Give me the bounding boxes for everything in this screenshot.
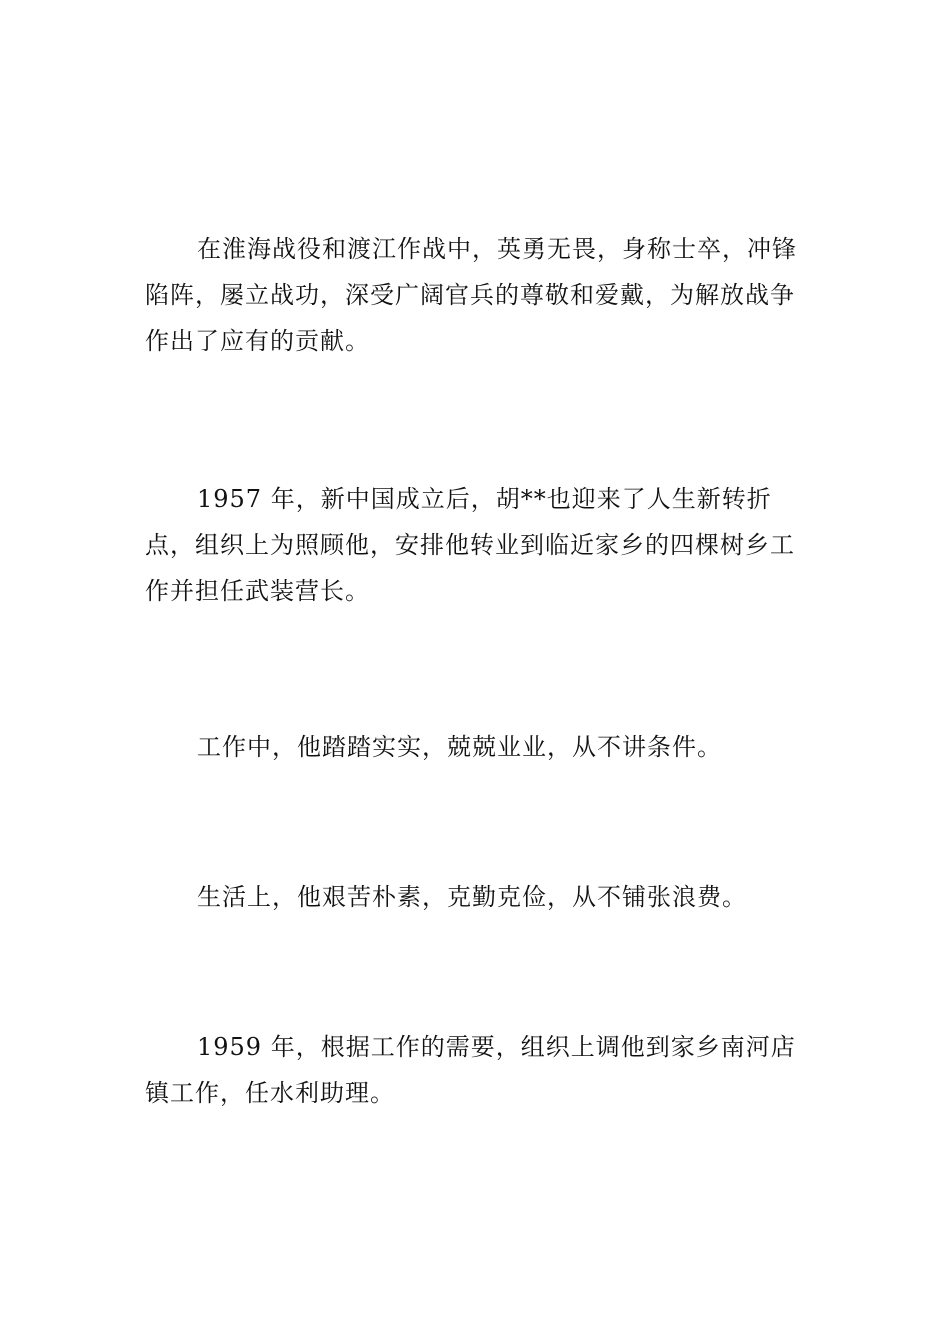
paragraph-5: 1959 年，根据工作的需要，组织上调他到家乡南河店镇工作，任水利助理。 [145,1033,796,1107]
paragraph-4: 生活上，他艰苦朴素，克勤克俭，从不铺张浪费。 [197,883,747,911]
paragraph-2: 1957 年，新中国成立后，胡**也迎来了人生新转折点，组织上为照顾他，安排他转业到临近家乡的四棵树乡工作并担任武装营长。 [145,485,795,605]
paragraph-3: 工作中，他踏踏实实，兢兢业业，从不讲条件。 [197,733,722,761]
paragraph-1: 在淮海战役和渡江作战中，英勇无畏，身称士卒，冲锋陷阵，屡立战功，深受广阔官兵的尊敬和爱戴，为解放战争作出了应有的贡献。 [145,235,797,355]
